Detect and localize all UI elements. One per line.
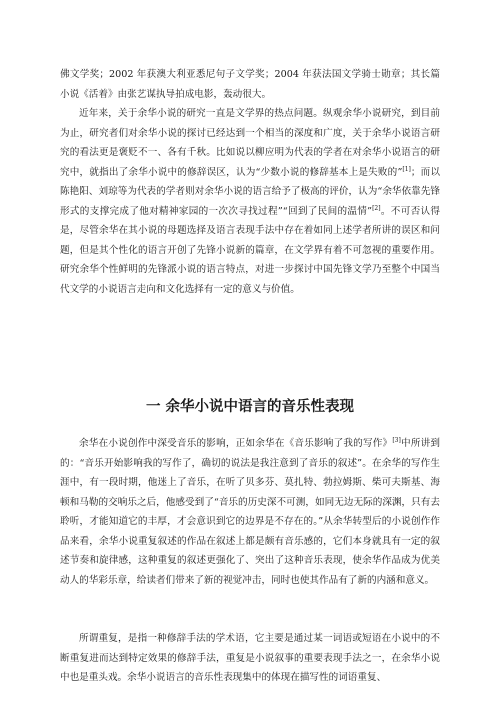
paragraph-text: 佛文学奖；2002 年获澳大利亚悉尼句子文学奖；2004 年获法国文学骑士勋章；其长篇小说《活着》由张艺谋执导拍成电影，轰动很大。 xyxy=(60,69,440,100)
paragraph-repetition-definition xyxy=(60,629,440,688)
citation-ref-1: [1] xyxy=(402,165,411,173)
paragraph-text: ；而以陈艳阳、刘琼等为代表的学者则对余华小说的语言给予了极高的评价，认为“余华依靠先锋形式的支撑完成了他对精神家园的一次次寻找过程”“回到了民间的温情” xyxy=(60,166,441,217)
paragraph-text: 近年来，关于余华小说的研究一直是文学界的热点问题。纵观余华小说研究，到目前为止，研究者们对余华小说的探讨已经达到一个相当的深度和广度，关于余华小说语言研究的看法更是褒贬不一、各有千秋。比如说以柳应明为代表的学者在对余华小说语言的研究中，就指出了余华小说中的修辞误区，认为“少数小说的修辞基本上是失败的” xyxy=(60,108,440,178)
paragraph-research-overview xyxy=(60,104,440,299)
citation-ref-3: [3] xyxy=(392,437,401,444)
paragraph-text: 余华在小说创作中深受音乐的影响，正如余华在《音乐影响了我的写作》 xyxy=(79,438,393,449)
paragraph-text: 所谓重复，是指一种修辞手法的学术语，它主要是通过某一词语或短语在小说中的不断重复进而达到特定效果的修辞手法，重复是小说叙事的重要表现手法之一，在余华小说中也是重头戏。余华小说语言的音乐性表现集中的体现在描写性的词语重复、 xyxy=(60,633,440,683)
citation-ref-2: [2] xyxy=(372,204,381,212)
paragraph-text: 。不可否认得是，尽管余华在其小说的母题选择及语言表现手法中存在着如同上述学者所讲的误区和问题，但是其个性化的语言开创了先锋小说新的篇章，在文学界有着不可忽视的重要作用。研究余华个性鲜明的先锋派小说的语言特点，对进一步探讨中国先锋文学乃至整个中国当代文学的小说语言走向和文化选择有一定的意义与价值。 xyxy=(60,205,441,295)
paragraph-award-continuation xyxy=(60,65,440,104)
paragraph-music-influence xyxy=(60,434,440,590)
section-heading: 一 余华小说中语言的音乐性表现 xyxy=(145,399,355,415)
paragraph-text: 中所讲到的：“音乐开始影响我的写作了，确切的说法是我注意到了音乐的叙述”。在余华的写作生涯中，有一段时期，他迷上了音乐，在听了贝多芬、莫扎特、勃拉姆斯、柴可夫斯基、海顿和马勒的交响乐之后，他感受到了“音乐的历史深不可测，如同无边无际的深渊，只有去聆听，才能知道它的丰厚，才会意识到它的边界是不存在的。”从余华转型后的小说创作作品来看，余华小说重复叙述的作品在叙述上都是颇有音乐感的，它们本身就具有一定的叙述节奏和旋律感，这种重复的叙述更强化了、突出了这种音乐表现，使余华作品成为优美动人的华彩乐章，给读者们带来了新的视觉冲击，同时也使其作品有了新的内涵和意义。 xyxy=(60,438,441,586)
